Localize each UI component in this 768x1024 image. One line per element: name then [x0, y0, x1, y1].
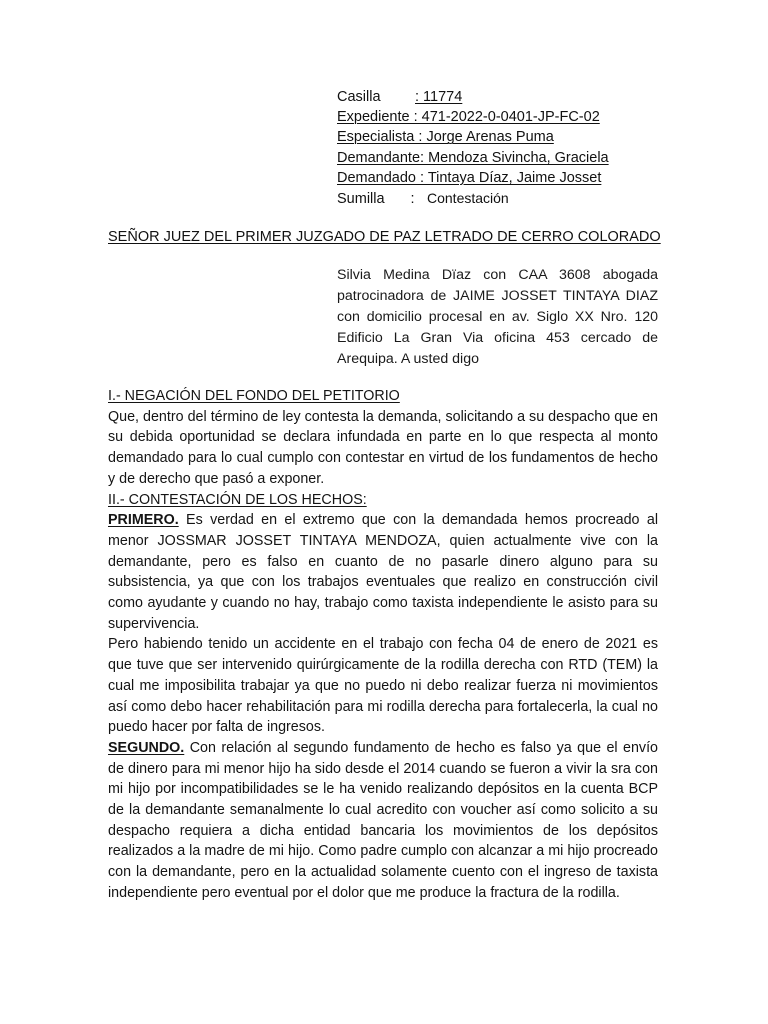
document-body — [108, 386, 658, 904]
section-2-title: II.- CONTESTACIÓN DE LOS HECHOS: — [108, 491, 367, 508]
casilla-label: Casilla — [337, 89, 381, 105]
segundo-label: SEGUNDO. — [108, 739, 185, 756]
segundo-text: Con relación al segundo fundamento de hecho es falso ya que el envío de dinero para mi menor hijo ha sido desde el 2014 cuando se fueron a vivir la sra con mi hijo por incompatibilidades se le ha venido realizando depósitos en la cuenta BCP de la demandante semanalmente lo cual acredito con voucher así como solicito a su despacho requiera a dicha entidad bancaria los movimientos de los depósitos realizados a la madre de mi hijo. Como padre cumplo con alcanzar a mi hijo procreado con la demandante, pero en la actualidad solamente cuento con el ingreso de taxista independiente pero eventual por el dolor que me produce la fractura de la rodilla. — [108, 739, 658, 901]
intro-paragraph: Silvia Medina Dïaz con CAA 3608 abogada patrocinadora de JAIME JOSSET TINTAYA DIAZ con domicilio procesal en av. Siglo XX Nro. 120 Edificio La Gran Via oficina 453 cercado de Arequipa. A usted digo — [337, 267, 658, 367]
sumilla-value: Contestación — [427, 190, 509, 207]
expediente-line: Expediente : 471-2022-0-0401-JP-FC-02 — [337, 109, 600, 126]
especialista-line: Especialista : Jorge Arenas Puma — [337, 129, 554, 146]
case-header — [337, 87, 667, 209]
primero-label: PRIMERO. — [108, 512, 179, 529]
sumilla-line — [337, 188, 667, 209]
demandado-line: Demandado : Tintaya Díaz, Jaime Josset — [337, 169, 602, 186]
primero-paragraph-2: Pero habiendo tenido un accidente en el trabajo con fecha 04 de enero de 2021 es que tuve que ser intervenido quirúrgicamente de la rodilla derecha con RTD (TEM) la cual me imposibilita trabajar ya que no puedo ni debo realizar fuerza ni movimientos así como debo hacer rehabilitación para mi rodilla derecha para fortalecerla, la cual no puedo hacer por falta de ingresos. — [108, 636, 658, 736]
section-1-title: I.- NEGACIÓN DEL FONDO DEL PETITORIO — [108, 388, 400, 404]
segundo-paragraph — [108, 738, 658, 904]
section-1-paragraph: Que, dentro del término de ley contesta la demanda, solicitando a su despacho que en su debida oportunidad se declara infundada en parte en lo que respecta al monto demandado para lo cual cumplo con contestar en virtud de los fundamentos de hecho y de derecho que pasó a exponer. — [108, 408, 658, 487]
casilla-line — [337, 87, 667, 107]
addressee-heading: SEÑOR JUEZ DEL PRIMER JUZGADO DE PAZ LETRADO DE CERRO COLORADO — [108, 229, 661, 245]
casilla-value: : 11774 — [415, 89, 463, 105]
primero-text: Es verdad en el extremo que con la demandada hemos procreado al menor JOSSMAR JOSSET TINTAYA MENDOZA, quien actualmente vive con la demandante, pero es falso en cuanto de no pasarle dinero alguno para su subsistencia, ya que con los trabajos eventuales que realizo en construcción civil como ayudante y cuando no hay, trabajo como taxista independiente le asisto para su supervivencia. — [108, 512, 658, 632]
sumilla-colon: : — [410, 191, 415, 208]
sumilla-label: Sumilla : — [337, 191, 415, 208]
demandante-line: Demandante: Mendoza Sivincha, Graciela — [337, 149, 609, 166]
primero-paragraph — [108, 510, 658, 634]
